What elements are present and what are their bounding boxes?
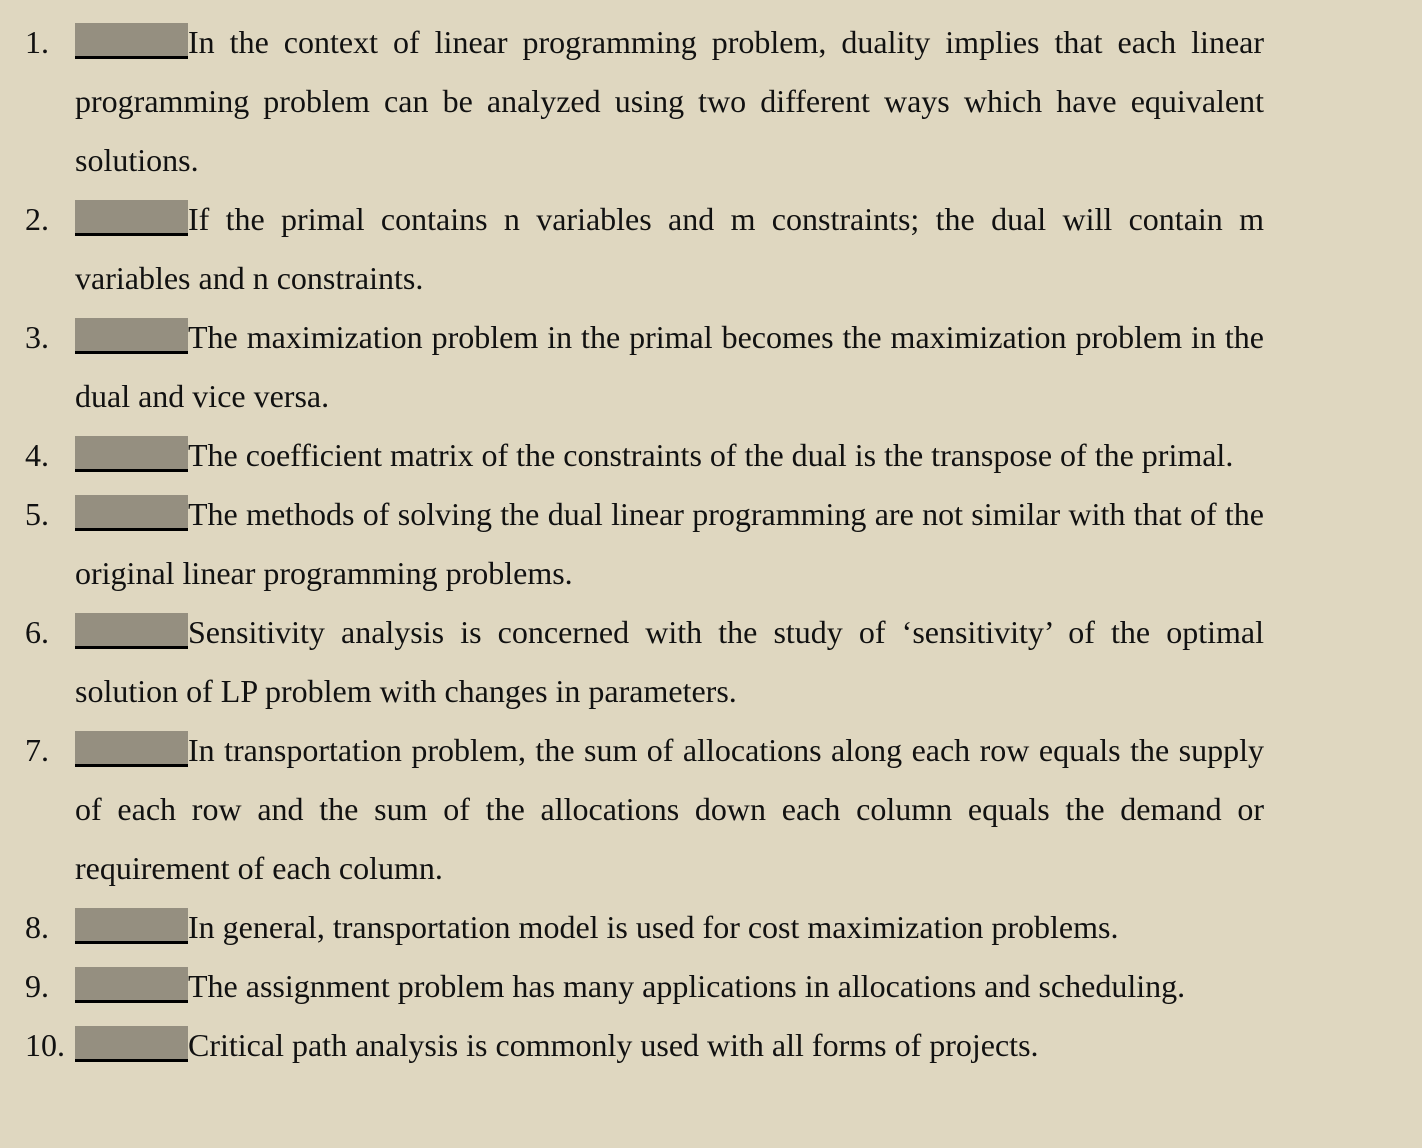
question-item xyxy=(0,898,1264,957)
question-number: 4. xyxy=(25,437,49,473)
question-item xyxy=(0,957,1264,1016)
question-item xyxy=(0,13,1264,190)
question-item xyxy=(0,190,1264,308)
answer-blank[interactable] xyxy=(75,967,188,1003)
question-number: 1. xyxy=(25,24,49,60)
answer-blank[interactable] xyxy=(75,23,188,59)
answer-blank[interactable] xyxy=(75,200,188,236)
question-number: 6. xyxy=(25,614,49,650)
question-text: Sensitivity analysis is concerned with the study of ‘sensitivity’ of the optimal solution of LP problem with changes in parameters. xyxy=(75,614,1264,709)
answer-blank[interactable] xyxy=(75,318,188,354)
question-number: 10. xyxy=(25,1027,65,1063)
question-text: In transportation problem, the sum of allocations along each row equals the supply of each row and the sum of the allocations down each column equals the demand or requirement of each column. xyxy=(75,732,1264,886)
answer-blank[interactable] xyxy=(75,731,188,767)
question-item xyxy=(0,1016,1264,1075)
question-item xyxy=(0,485,1264,603)
question-item xyxy=(0,603,1264,721)
question-item xyxy=(0,308,1264,426)
question-item xyxy=(0,426,1264,485)
question-text: Critical path analysis is commonly used with all forms of projects. xyxy=(188,1027,1039,1063)
question-number: 8. xyxy=(25,909,49,945)
question-number: 9. xyxy=(25,968,49,1004)
answer-blank[interactable] xyxy=(75,613,188,649)
question-item xyxy=(0,721,1264,898)
question-number: 5. xyxy=(25,496,49,532)
question-text: The coefficient matrix of the constraints of the dual is the transpose of the primal. xyxy=(188,437,1234,473)
question-number: 2. xyxy=(25,201,49,237)
answer-blank[interactable] xyxy=(75,908,188,944)
answer-blank[interactable] xyxy=(75,495,188,531)
question-text: In general, transportation model is used for cost maximization problems. xyxy=(188,909,1119,945)
question-text: If the primal contains n variables and m constraints; the dual will contain m variables and n constraints. xyxy=(75,201,1264,296)
question-number: 7. xyxy=(25,732,49,768)
question-number: 3. xyxy=(25,319,49,355)
question-text: The assignment problem has many applications in allocations and scheduling. xyxy=(188,968,1186,1004)
question-text: The maximization problem in the primal becomes the maximization problem in the dual and vice versa. xyxy=(75,319,1264,414)
true-false-question-list xyxy=(0,13,1422,1075)
question-text: The methods of solving the dual linear programming are not similar with that of the original linear programming problems. xyxy=(75,496,1264,591)
answer-blank[interactable] xyxy=(75,436,188,472)
answer-blank[interactable] xyxy=(75,1026,188,1062)
question-text: In the context of linear programming problem, duality implies that each linear programming problem can be analyzed using two different ways which have equivalent solutions. xyxy=(75,24,1264,178)
